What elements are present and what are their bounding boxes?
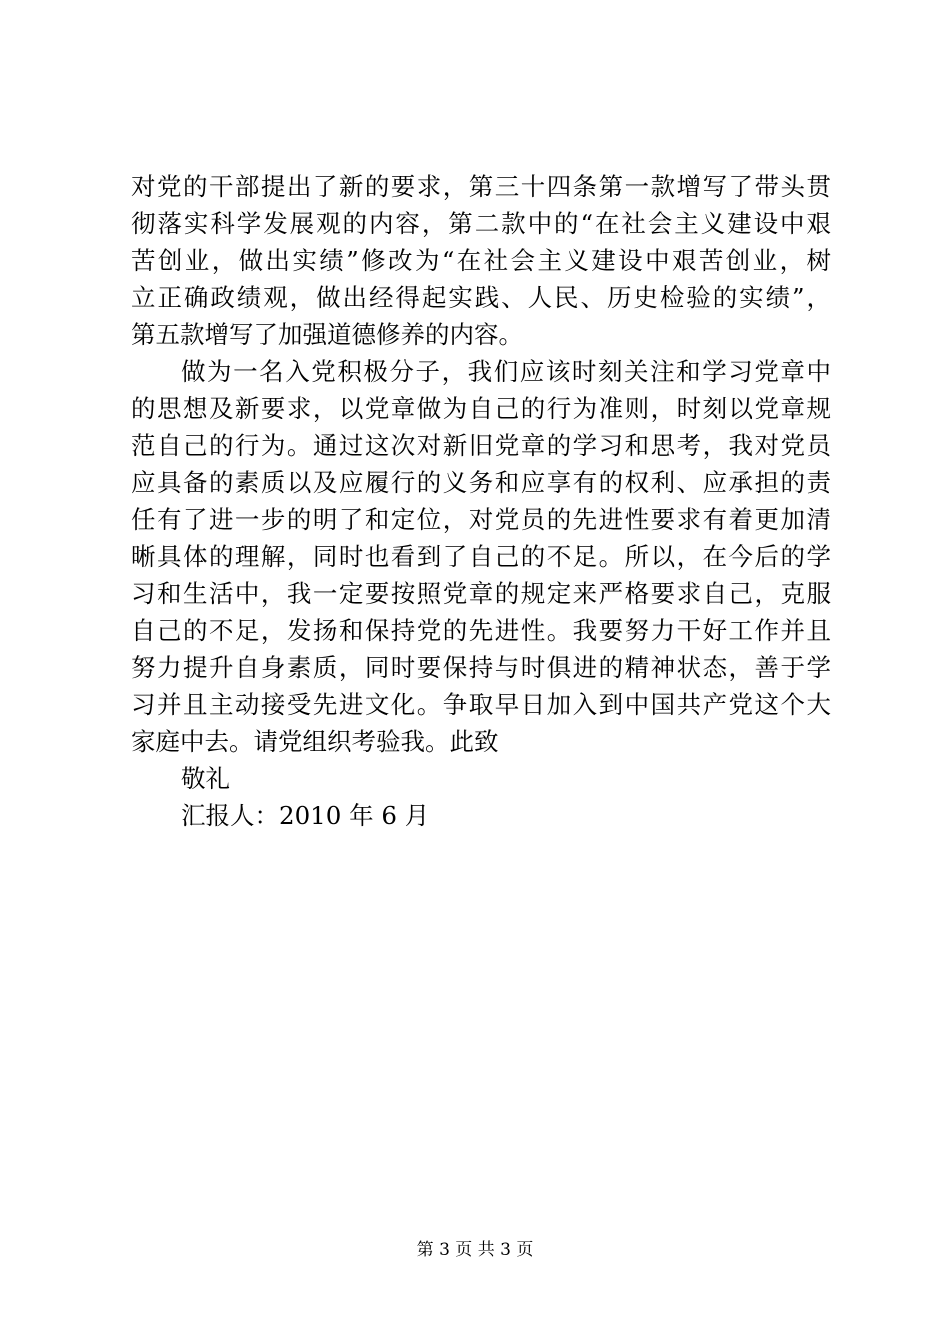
- paragraph-1-line-5: 第五款增写了加强道德修养的内容。: [131, 320, 523, 349]
- paragraph-1-line-2: 彻落实科学发展观的内容，第二款中的“在社会主义建设中艰: [131, 209, 831, 238]
- salutation: 敬礼: [181, 764, 230, 793]
- signature: 汇报人：2010 年 6 月: [181, 801, 430, 830]
- paragraph-2-line-10: 习并且主动接受先进文化。争取早日加入到中国共产党这个大: [131, 690, 831, 719]
- paragraph-1-line-4: 立正确政绩观，做出经得起实践、人民、历史检验的实绩”，: [131, 283, 831, 312]
- paragraph-2-line-11: 家庭中去。请党组织考验我。此致: [131, 727, 499, 756]
- paragraph-2-line-6: 晰具体的理解，同时也看到了自己的不足。所以，在今后的学: [131, 542, 831, 571]
- paragraph-2-line-1: 做为一名入党积极分子，我们应该时刻关注和学习党章中: [181, 357, 831, 386]
- paragraph-2-line-9: 努力提升自身素质，同时要保持与时俱进的精神状态，善于学: [131, 653, 831, 682]
- paragraph-2-line-7: 习和生活中，我一定要按照党章的规定来严格要求自己，克服: [131, 579, 831, 608]
- paragraph-2-line-3: 范自己的行为。通过这次对新旧党章的学习和思考，我对党员: [131, 431, 831, 460]
- paragraph-1-line-1: 对党的干部提出了新的要求，第三十四条第一款增写了带头贯: [131, 172, 831, 201]
- paragraph-2-line-8: 自己的不足，发扬和保持党的先进性。我要努力干好工作并且: [131, 616, 831, 645]
- paragraph-2-line-2: 的思想及新要求，以党章做为自己的行为准则，时刻以党章规: [131, 394, 831, 423]
- paragraph-2-line-5: 任有了进一步的明了和定位，对党员的先进性要求有着更加清: [131, 505, 831, 534]
- page-number-footer: 第 3 页 共 3 页: [416, 1240, 534, 1260]
- paragraph-1-line-3: 苦创业，做出实绩”修改为“在社会主义建设中艰苦创业，树: [131, 246, 831, 275]
- paragraph-2-line-4: 应具备的素质以及应履行的义务和应享有的权利、应承担的责: [131, 468, 831, 497]
